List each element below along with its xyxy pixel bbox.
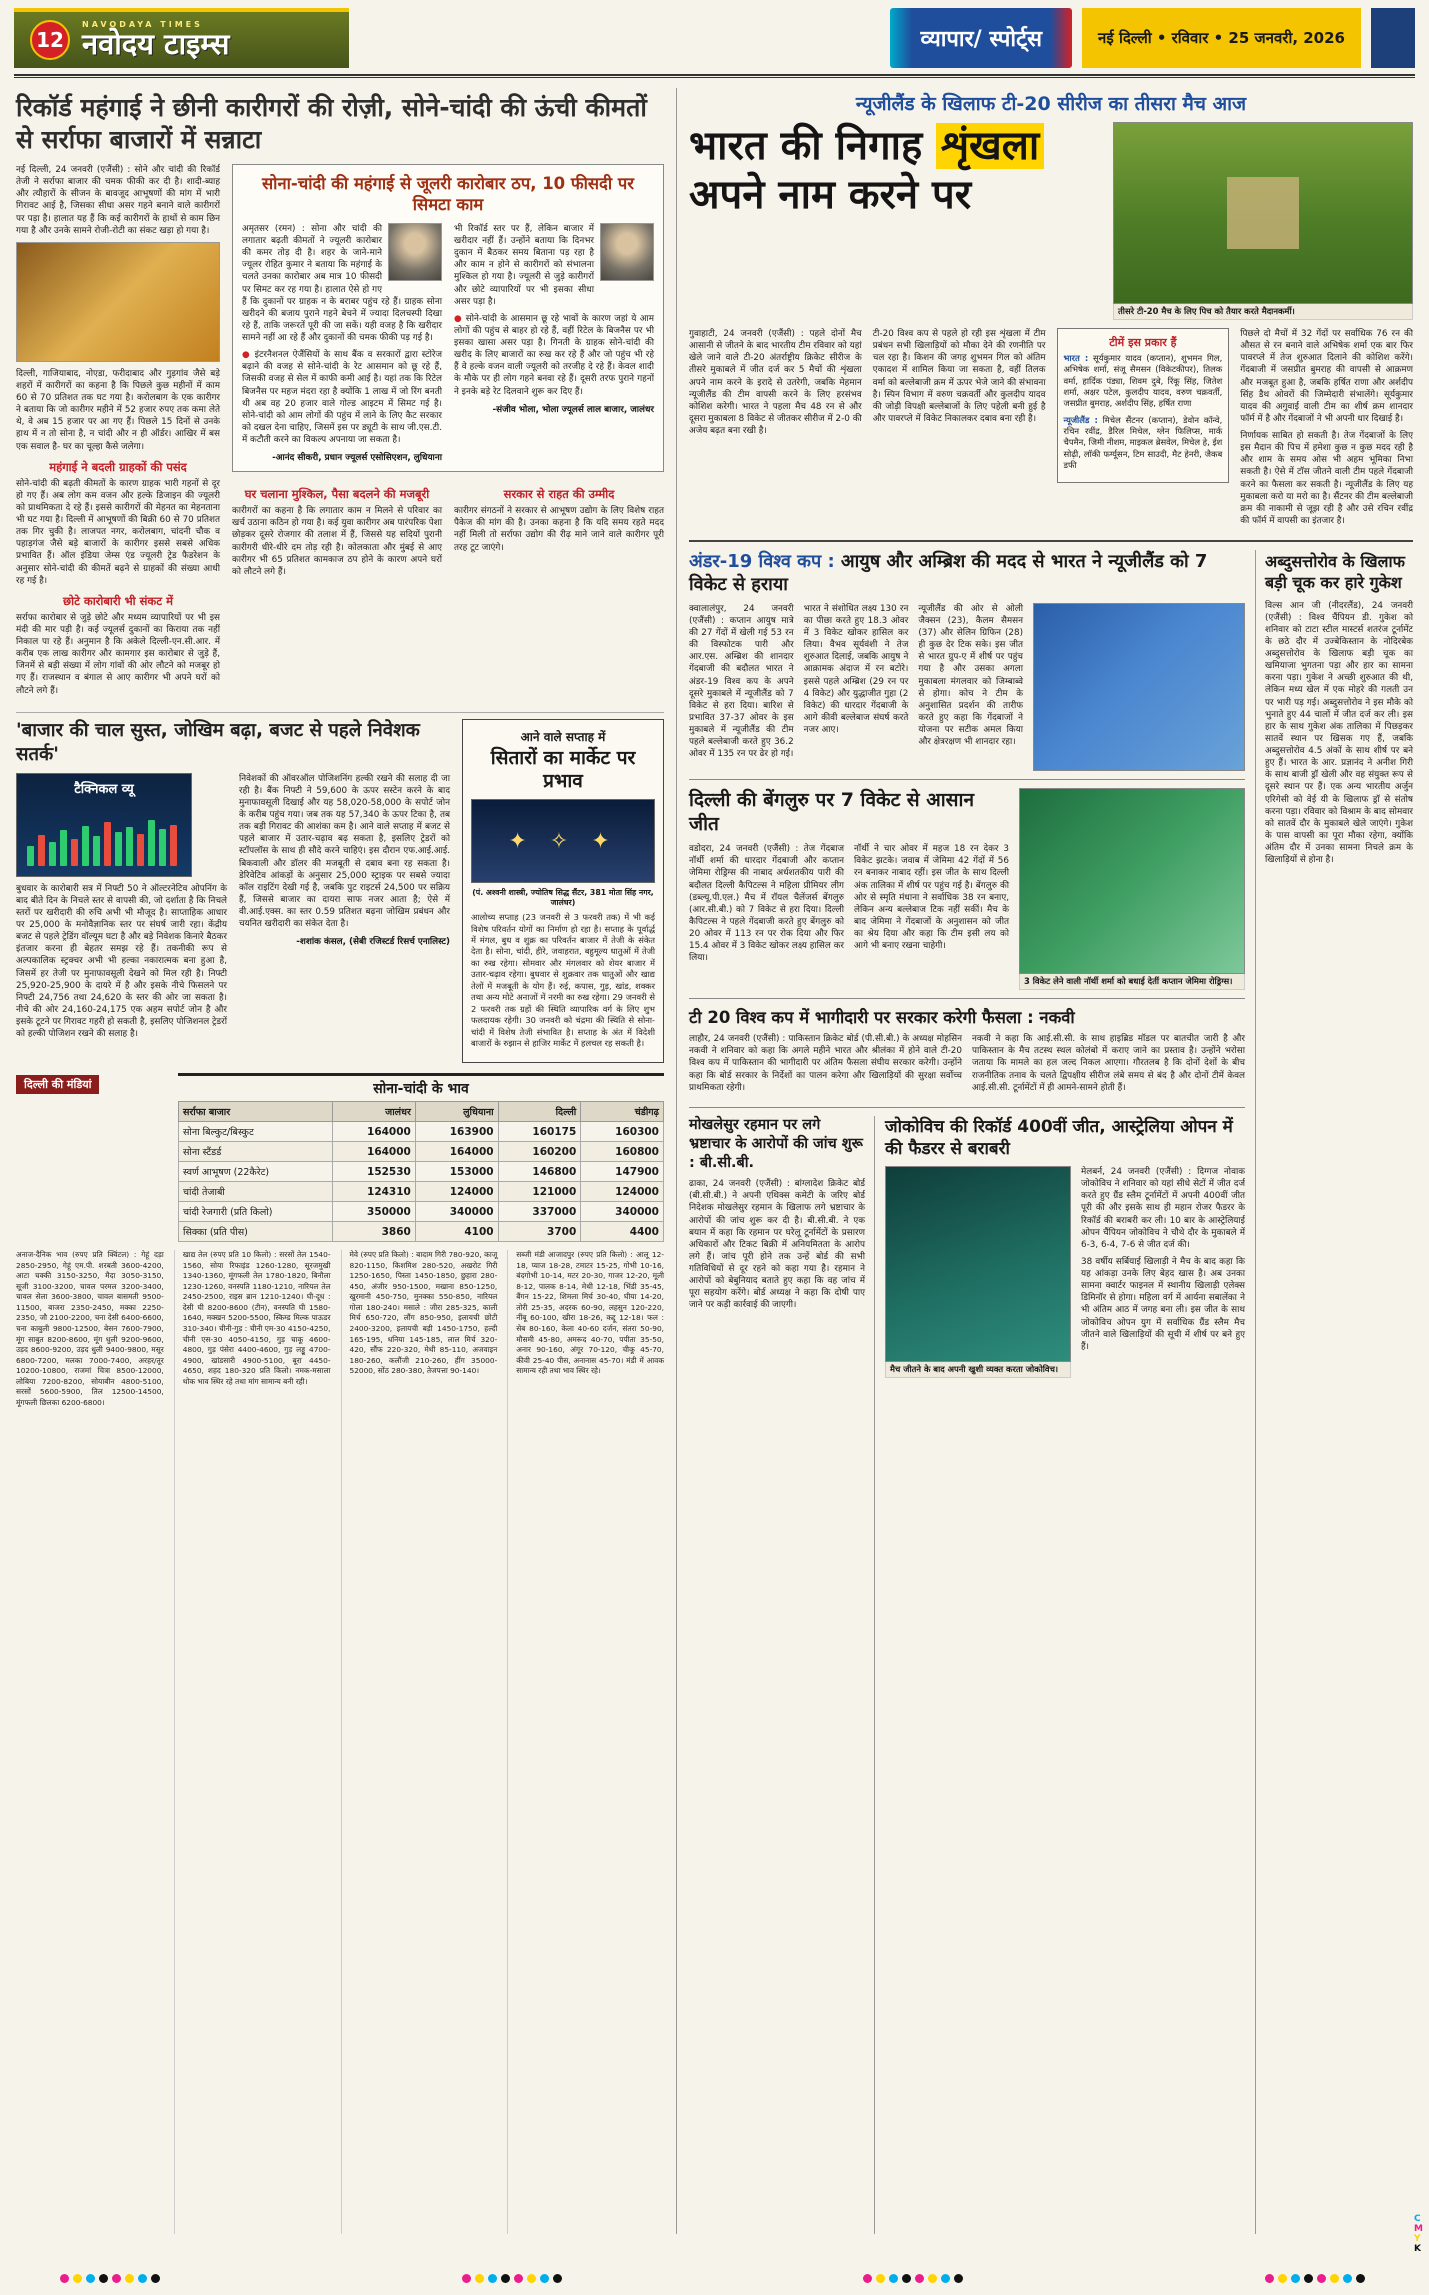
business-article-col1 bbox=[16, 164, 220, 702]
market-col2 bbox=[239, 773, 450, 1046]
wpl-photo-block bbox=[1019, 788, 1245, 990]
section-banner: व्यापार/ स्पोर्ट्स bbox=[890, 8, 1072, 68]
market-outlook-article bbox=[16, 719, 450, 1064]
team-india-players: सूर्यकुमार यादव (कप्तान), शुभमन गिल, अभिषेक शर्मा, संजू सैमसन (विकेटकीपर), तिलक वर्मा, हार्दिक पंड्या, शिवम दुबे, रिंकू सिंह, जितेश शर्मा, अक्षर पटेल, कुलदीप यादव, वरुण चक्रवर्ती, जसप्रीत बुमराह, अर्शदीप सिंह, हर्षित राणा bbox=[1063, 353, 1223, 409]
wpl-article bbox=[689, 788, 1245, 999]
below-box-row bbox=[232, 480, 664, 583]
quote-attribution: -संजीव भोला, भोला ज्यूलर्स लाल बाजार, जालंधर bbox=[492, 404, 654, 415]
article-paragraph: लाहौर, 24 जनवरी (एजैंसी) : पाकिस्तान क्रिकेट बोर्ड (पी.सी.बी.) के अध्यक्ष मोहसिन नकवी ने शनिवार को कहा कि अगले महीने भारत और श्रीलंका में होने वाले टी-20 विश्व कप में पाकिस्तान की भागीदारी पर अंतिम फैसला संघीय सरकार करेगी। उन्होंने कहा कि बोर्ड सरकार के निर्देशों का पालन करेगा और खिलाड़ियों की सुरक्षा सर्वोच्च प्राथमिकता रहेगी। bbox=[689, 1034, 962, 1093]
gold-table-body bbox=[179, 1122, 664, 1242]
gold-silver-rates bbox=[178, 1073, 664, 1242]
page-number-badge: 12 bbox=[30, 20, 70, 60]
registration-dots bbox=[863, 2268, 967, 2287]
headline-part: अपने नाम करने पर bbox=[689, 171, 972, 218]
under19-headline-lead: अंडर-19 विश्व कप : bbox=[689, 551, 835, 572]
table-row: चांदी रेजगारी (प्रति किलो) 350000 340000 337000 340000 bbox=[179, 1202, 664, 1222]
subhead-customer-preference: महंगाई ने बदली ग्राहकों की पसंद bbox=[49, 459, 187, 474]
djokovic-photo-block bbox=[885, 1166, 1071, 1378]
registration-dots bbox=[1265, 2268, 1369, 2287]
masthead bbox=[14, 8, 349, 68]
under19-headline bbox=[689, 550, 1245, 597]
naqvi-headline: टी 20 विश्व कप में भागीदारी पर सरकार करेगी फैसला : नकवी bbox=[689, 1007, 1075, 1027]
article-paragraph: बुधवार के कारोबारी सत्र में निफ्टी 50 ने ऑल्टरनेटिव ओपनिंग के बाद बीते दिन के निचले स्तर से वापसी की, जो दर्शाता है कि निचले स्तरों पर खरीदारी की रुचि अभी भी मौजूद है। साप्ताहिक आधार पर 25,000 के मनोवैज्ञानिक स्तर पर संघर्ष जारी रहा। केंद्रीय बजट से पहले ट्रेडिंग वॉल्यूम घटा है और बड़े निवेशक किनारे बैठकर इंतजार करना ही बेहतर समझ रहे हैं। तकनीकी रूप से अल्पकालिक स्ट्रक्चर अभी भी हल्का नकारात्मक बना हुआ है, जिसमें हर तेजी पर मुनाफावसूली देखने को मिल रही है। निफ्टी 25,920-25,900 के दायरे में है और इसके नीचे फिसलने पर निफ्टी 24,756 तथा 24,620 के स्तर की ओर जा सकता है। नीचे की ओर 24,160-24,175 एक अहम सपोर्ट जोन है और इसके टूटने पर गिरावट गहरी हो सकती है, इसलिए पोजिशनल ट्रेडरों को हल्की पोजिशन रखने की सलाह है। bbox=[16, 883, 227, 1040]
analyst-attribution: -शशांक कंसल, (सेबी रजिस्टर्ड रिसर्च एनालिस्ट) bbox=[296, 937, 450, 948]
relief-story bbox=[454, 480, 664, 583]
box-story-col1 bbox=[242, 223, 442, 463]
masthead-english: NAVODAYA TIMES bbox=[82, 20, 203, 30]
candlestick-chart-candles bbox=[27, 807, 181, 866]
naqvi-columns bbox=[689, 1033, 1245, 1099]
subhead-household: घर चलाना मुश्किल, पैसा बदलने की मजबूरी bbox=[244, 487, 430, 502]
article-paragraph: टी-20 विश्व कप से पहले हो रही इस शृंखला में टीम प्रबंधन सभी खिलाड़ियों को मौका देने की रणनीति पर चल रहा है। किशन की जगह शुभमन गिल को अंतिम एकादश में शामिल किया जा सकता है, वहीं तिलक वर्मा को बल्लेबाजी क्रम में ऊपर भेजे जाने की संभावना है। स्पिन विभाग में वरुण चक्रवर्ती और कुलदीप यादव की जोड़ी विपक्षी बल्लेबाजों के लिए पहेली बनी हुई है और पावरप्ले में विकेट निकालकर दबाव बना रही है। bbox=[872, 329, 1046, 424]
t20-col1 bbox=[689, 328, 862, 532]
mandi-col-oils: खाद्य तेल (रुपए प्रति 10 किलो) : सरसों तेल 1540-1560, सोया रिफाइंड 1260-1280, सूरजमुखी 1340-1360, मूंगफली तेल 1780-1820, बिनौला 1230-1260, वनस्पति 1180-1210, नारियल तेल 2450-2500, राइस ब्रान 1210-1240। घी-दूध : देसी घी 8200-8600 (टीन), वनस्पति घी 1580-1640, मक्खन 5200-5500, स्किम्ड मिल्क पाऊडर 310-340। चीनी-गुड़ : चीनी एम-30 4150-4250, चीनी एस-30 4050-4150, गुड़ चाकू 4600-4800, गुड़ पंसेरा 4400-4600, गुड़ लड्डू 4700-4900, खांडसारी 4900-5100, बूरा 4450-4650, शहद 180-320 प्रति किलो। नमक-मसाला थोक भाव स्थिर रहे तथा मांग सामान्य बनी रही। bbox=[174, 1250, 331, 2234]
t20-body-columns bbox=[689, 328, 1413, 542]
box-story-headline: सोना-चांदी की महंगाई से जूलरी कारोबार ठप, 10 फीसदी पर सिमटा काम bbox=[262, 174, 634, 215]
article-paragraph: ढाका, 24 जनवरी (एजैंसी) : बांग्लादेश क्रिकेट बोर्ड (बी.सी.बी.) ने अपनी एथिक्स कमेटी के जरिए बोर्ड निदेशक मोखलेसुर रहमान के खिलाफ लगे भ्रष्टाचार के आरोपों की जांच शुरू कर दी है। बी.सी.बी. ने एक बयान में कहा कि रहमान पर घरेलू टूर्नामेंटों के प्रसारण अधिकारों और टिकट बिक्री में अनियमितता के आरोप लगे हैं। जांच पूरी होने तक उन्हें बोर्ड की सभी गतिविधियों से दूर रहने को कहा गया है। रहमान ने आरोपों को बेबुनियाद बताते हुए कहा कि वह जांच में पूरा सहयोग करेंगे। बोर्ड अध्यक्ष ने कहा कि दोषी पाए जाने पर कड़ी कार्रवाई की जाएगी। bbox=[689, 1179, 865, 1311]
gukesh-headline: अब्दुसत्तोरोव के खिलाफ बड़ी चूक कर हारे गुकेश bbox=[1265, 552, 1405, 592]
wpl-col1 bbox=[689, 843, 844, 969]
team-nz-list bbox=[1064, 415, 1223, 472]
business-article-row bbox=[16, 164, 664, 702]
page-content bbox=[0, 84, 1429, 2234]
astrology-box bbox=[462, 719, 664, 1064]
t20-col2 bbox=[873, 328, 1046, 532]
table-row: सिक्का (प्रति पीस) 3860 4100 3700 4400 bbox=[179, 1222, 664, 1242]
article-paragraph: कारीगर संगठनों ने सरकार से आभूषण उद्योग के लिए विशेष राहत पैकेज की मांग की है। उनका कहना है कि यदि समय रहते मदद नहीं मिली तो सर्राफा उद्योग की रीढ़ माने जाने वाले कारीगर पूरी तरह टूट जाएंगे। bbox=[454, 506, 664, 553]
mandi-col-vegetables: सब्जी मंडी आजादपुर (रुपए प्रति किलो) : आलू 12-18, प्याज 18-28, टमाटर 15-25, गोभी 10-16, बंदगोभी 10-14, मटर 20-30, गाजर 12-20, मूली 8-12, पालक 8-14, मेथी 12-18, भिंडी 35-45, बैंगन 15-22, शिमला मिर्च 30-40, घीया 14-20, तोरी 25-35, अदरक 60-90, लहसुन 120-220, नींबू 60-100, खीरा 18-26, कद्दू 12-18। फल : सेब 80-160, केला 40-60 दर्जन, संतरा 50-90, मौसमी 45-80, अमरूद 40-70, पपीता 35-50, अनार 90-160, अंगूर 70-120, चीकू 45-70, कीवी 25-40 पीस, अनानास 45-70। मंडी में आवक सामान्य रही तथा भाव स्थिर रहे। bbox=[507, 1250, 664, 2234]
team-india-label: भारत : bbox=[1063, 353, 1089, 363]
under19-headline-rest: आयुष और अम्ब्रिश की मदद से भारत ने न्यूजीलैंड को 7 विकेट से हराया bbox=[689, 551, 1208, 596]
candlestick-chart-image bbox=[16, 773, 192, 877]
mandi-rates-columns bbox=[16, 1250, 664, 2234]
business-article-col2 bbox=[232, 164, 664, 702]
quote-paragraph bbox=[454, 313, 654, 398]
wpl-headline: दिल्ली की बेंगलुरु पर 7 विकेट से आसान जीत bbox=[689, 788, 974, 836]
mandi-header-col bbox=[16, 1073, 166, 1098]
jewellery-box-story bbox=[232, 164, 664, 472]
article-paragraph: भी रिकॉर्ड स्तर पर हैं, लेकिन बाजार में खरीदार नहीं हैं। उन्होंने बताया कि दिनभर दुकान में बैठकर समय बिताना पड़ रहा है और काम न होने से कारीगरों को संभालना मुश्किल हो गया है। ज्यूलरी से जुड़े कारीगरों और छोटे व्यापारियों पर भी इसका सीधा असर पड़ा है। bbox=[454, 223, 594, 307]
technical-view-label: टैक्निकल व्यू bbox=[74, 781, 134, 797]
masthead-hindi: नवोदय टाइम्स bbox=[82, 27, 230, 62]
naqvi-col1 bbox=[689, 1033, 962, 1099]
subhead-relief: सरकार से राहत की उम्मीद bbox=[503, 487, 615, 502]
naqvi-article bbox=[689, 1007, 1245, 1108]
print-footer bbox=[0, 2268, 1429, 2287]
under19-celebration-photo bbox=[1033, 603, 1245, 771]
header-end-box bbox=[1371, 8, 1415, 68]
stadium-photo-caption: तीसरे टी-20 मैच के लिए पिच को तैयार करते मैदानकर्मी। bbox=[1113, 304, 1413, 320]
quote-text: सोने-चांदी के आसमान छू रहे भावों के कारण जहां ये आम लोगों की पहुंच से बाहर हो रहे हैं, वहीं रिटेल के बिजनैस पर भी इसका खासा असर पड़ा है। गिनती के ग्राहक सोने-चांदी की खरीद के लिए बाजारों का रुख कर रहे हैं और जो पहुंच भी रहे हैं वे हल्के वजन वाली ज्यूलरी को तरजीह दे रहे हैं। केवल शादी के मौके पर ही लोग गहने बनवा रहे हैं। दूसरी तरफ पुराने गहनों ने इनके बड़े रेट दिलवाने शुरू कर दिए हैं। bbox=[454, 313, 654, 397]
header-rule bbox=[14, 74, 1415, 78]
bcb-headline: मोखलेसुर रहमान पर लगे भ्रष्टाचार के आरोपों की जांच शुरू : बी.सी.बी. bbox=[689, 1116, 863, 1172]
hardship-story bbox=[232, 480, 442, 583]
wpl-columns bbox=[689, 843, 1009, 969]
article-paragraph: भारत ने संशोधित लक्ष्य 130 रन का पीछा करते हुए 18.3 ओवर में 3 विकेट खोकर हासिल कर लिया। वैभव सूर्यवंशी ने तेज शुरुआत दिलाई, जबकि आयुष ने आक्रामक अंदाज में रन बटोरे। इससे पहले अम्ब्रिश (29 रन पर 4 विकेट) और युद्धाजीत गुहा (2 विकेट) की धारदार गेंदबाजी के आगे कीवी बल्लेबाज संघर्ष करते नजर आए। bbox=[803, 603, 909, 736]
stars-icon: ✦ ✧ ✦ bbox=[508, 828, 618, 854]
table-row: सोना बिल्कुट/बिस्कुट 164000 163900 160175 160300 bbox=[179, 1122, 664, 1142]
registration-dots bbox=[60, 2268, 164, 2287]
astro-kicker: आने वाले सप्ताह में bbox=[520, 729, 606, 744]
astro-credit: (पं. अश्वनी शास्त्री, ज्योतिष सिद्ध सैंटर, 381 मोता सिंह नगर, जालंधर) bbox=[472, 888, 654, 908]
sports-bottom-row bbox=[689, 1116, 1245, 2234]
under19-col3 bbox=[918, 603, 1023, 771]
mandi-col-grains: अनाज-दैनिक भाव (रुपए प्रति क्विंटल) : गेहूं दड़ा 2850-2950, गेहूं एम.पी. शरबती 3600-4200, आटा चक्की 3150-3250, मैदा 3050-3150, सूजी 3100-3200, चावल परमल 3200-3400, चावल सेला 3600-3800, चावल बासमती 9500-11500, बाजरा 2350-2450, मक्का 2250-2350, जौ 2100-2200, चना देसी 6400-6600, चना काबुली 9800-12500, बेसन 7600-7900, मूंग साबुत 8200-8600, मूंग धुली 9200-9600, उड़द 8600-9200, उड़द धुली 9400-9800, मसूर 6800-7200, मलका 7000-7400, अरहर/तूर 10200-10800, राजमां चित्रा 8500-12000, लोबिया 7200-8200, सोयाबीन 4800-5100, सरसों 5600-5900, तिल 12500-14500, मूंगफली छिलका 6200-6800। bbox=[16, 1250, 164, 1407]
under19-content bbox=[689, 603, 1245, 780]
djokovic-content bbox=[885, 1166, 1245, 1378]
market-col1 bbox=[16, 773, 227, 1046]
article-paragraph: नई दिल्ली, 24 जनवरी (एजैंसी) : सोने और चांदी की रिकॉर्ड तेजी ने सर्राफा बाजार की चमक फीकी कर दी है। शादी-ब्याह और त्यौहारों के सीजन के बावजूद आभूषणों की मांग में भारी गिरावट आई है, जिसका सीधा असर गहने बनाने वाले कारीगरों पर पड़ा है। हालात यह हैं कि कई कारीगरों के हाथों से काम छिन गया है और उनके सामने रोजी-रोटी का संकट खड़ा हो गया है। bbox=[16, 165, 220, 236]
t20-lead-row bbox=[689, 122, 1413, 320]
article-paragraph: अमृतसर (रमन) : सोना और चांदी की लगातार बढ़ती कीमतों ने ज्यूलरी कारोबार की कमर तोड़ दी है। शहर के जाने-माने ज्यूलर रोहित कुमार ने बताया कि महंगाई के चलते उनका कारोबार अब मात्र 10 फीसदी पर सिमट कर रह गया है। हालात ऐसे हो गए हैं कि दुकानों पर ग्राहक न के बराबर पहुंच रहे हैं। ग्राहक सोना खरीदने की बजाय पुराने गहने बेचने में ज्यादा दिलचस्पी दिखा रहे हैं, ताकि जरूरतें पूरी की जा सकें। यही वजह है कि खरीदार सामने नहीं आ रहे हैं और दुकानों की चमक फीकी पड़ गई है। bbox=[242, 223, 442, 343]
t20-col4 bbox=[1240, 328, 1413, 532]
article-paragraph: विल्स आन जी (नीदरलैंड), 24 जनवरी (एजैंसी) : विश्व चैंपियन डी. गुकेश को शनिवार को टाटा स्टील मास्टर्स शतरंज टूर्नामेंट के छठे दौर में उज्बेकिस्तान के नोदिरबेक अब्दुसत्तोरोव के खिलाफ बड़ी चूक का खमियाजा भुगतना पड़ा और हार का सामना करना पड़ा। गुकेश ने अच्छी शुरुआत की थी, लेकिन मध्य खेल में एक मोहरे की गलती उन पर भारी पड़ गई। अब्दुसत्तोरोव ने इस मौके को भुनाते हुए 44 चालों में जीत दर्ज कर ली। इस हार के साथ गुकेश अंक तालिका में पिछड़कर सातवें स्थान पर खिसक गए हैं, जबकि अब्दुसत्तोरोव 4.5 अंकों के साथ शीर्ष पर बने हुए हैं। भारत के आर. प्रज्ञानंद ने अनीश गिरी के साथ बाजी ड्रॉ खेली और वह संयुक्त रूप से दूसरे स्थान पर हैं। एक अन्य भारतीय अर्जुन एरिगेसी को वेई यी के खिलाफ ड्रॉ से संतोष करना पड़ा। रविवार को विश्राम के बाद सोमवार को सातवें दौर के मुकाबले खेले जाएंगे। गुकेश के पास वापसी का पूरा मौका रहेगा, क्योंकि अंतिम दौर में उनका सामना निचले क्रम के खिलाड़ियों से होना है। bbox=[1265, 600, 1413, 866]
article-paragraph: सर्राफा कारोबार से जुड़े छोटे और मध्यम व्यापारियों पर भी इस मंदी की मार पड़ी है। कई ज्यूलर्स दुकानों का किराया तक नहीं निकाल पा रहे हैं। अनुमान है कि अकेले दिल्ली-एन.सी.आर. में करीब एक लाख कारीगर और कामगार इस कारोबार से जुड़े हैं, जिनमें से बड़ी संख्या में लोग गांवों की ओर लौटने को मजबूर हो गए हैं। राजस्थान व बंगाल से आए कारीगर भी अपने घरों को लौटने लगे हैं। bbox=[16, 612, 220, 696]
teams-box-title: टीमें इस प्रकार हैं bbox=[1109, 336, 1177, 349]
article-paragraph: सोने-चांदी की बढ़ती कीमतों के कारण ग्राहक भारी गहनों से दूर हो गए हैं। अब लोग कम वजन और हल्के डिजाइन की ज्यूलरी को प्राथमिकता दे रहे हैं। इससे कारीगरों की मेहनत का मेहनताना भी घट गया है। दिल्ली में आभूषणों की बिक्री 60 से 70 प्रतिशत तक गिर चुकी है। लाजपत नगर, करोलबाग, चांदनी चौक व पहाड़गंज जैसे बड़े बाजारों के कारीगर इससे सबसे अधिक प्रभावित हैं। ऑल इंडिया जेम्स एंड ज्यूलरी ट्रेड फैडरेशन के अनुसार सोने-चांदी की कीमतें बढ़ने से ग्राहकों की संख्या आधी रह गई है। bbox=[16, 478, 220, 586]
rates-row bbox=[16, 1073, 664, 1242]
stadium-photo bbox=[1113, 122, 1413, 304]
table-row: चांदी तेजाबी 124310 124000 121000 124000 bbox=[179, 1182, 664, 1202]
header-spacer bbox=[359, 8, 880, 68]
article-paragraph: मेलबर्न, 24 जनवरी (एजैंसी) : दिग्गज नोवाक जोकोविच ने शनिवार को यहां सीधे सेटों में जीत दर्ज करते हुए ग्रैंड स्लैम टूर्नामेंटों में अपनी 400वीं जीत पूरी की और इसके साथ ही महान रोजर फैडरर के रिकॉर्ड की बराबरी कर ली। 10 बार के आस्ट्रेलियाई ओपन चैंपियन जोकोविच ने चौथे दौर के मुकाबले में 6-3, 6-4, 7-6 से जीत दर्ज की। bbox=[1081, 1167, 1245, 1250]
mandi-col-dryfruits: मेवे (रुपए प्रति किलो) : बादाम गिरी 780-920, काजू 820-1150, किशमिश 280-520, अखरोट गिरी 1250-1650, पिस्ता 1450-1850, छुहारा 280-450, अंजीर 950-1500, मखाना 850-1250, खुरमानी 450-750, मुनक्का 550-850, नारियल गोला 180-240। मसाले : जीरा 285-325, काली मिर्च 650-720, लौंग 850-950, इलायची छोटी 2400-3200, इलायची बड़ी 1450-1750, हल्दी 165-195, धनिया 145-185, लाल मिर्च 320-420, सौंफ 220-320, मेथी 85-110, अजवाइन 180-260, कलौंजी 210-260, हींग 35000-52000, सोंठ 280-380, तेजपत्ता 90-140। bbox=[341, 1250, 498, 2234]
wpl-col2 bbox=[854, 843, 1009, 969]
gold-table-title: सोना-चांदी के भाव bbox=[373, 1081, 469, 1098]
jeweller-portrait-photo-1 bbox=[388, 223, 442, 281]
article-paragraph: निवेशकों की ऑवरऑल पोजिशनिंग हल्की रखने की सलाह दी जा रही है। बैंक निफ्टी ने 59,600 के ऊपर सस्टेन करने के बाद मुनाफावसूली दिखाई और यह 58,020-58,000 के सपोर्ट जोन के करीब पहुंच गया। जब तक यह 57,340 के ऊपर टिका है, तब तक बड़ी गिरावट की आशंका कम है। आने वाले सप्ताह में बजट से पहले बाजार में उतार-चढ़ाव बढ़ सकता है, इसलिए ट्रेडरों को स्टॉपलॉस के साथ ही सौदे करने चाहिएं। इस दौरान एफ.आई.आई. बिकवाली और डॉलर की मजबूती से दबाव बना रह सकता है। डेरिवेटिव आंकड़ों के अनुसार 25,000 स्ट्राइक पर सबसे ज्यादा कॉल राइटिंग देखी गई है, जबकि पुट राइटर्स 24,500 पर सक्रिय हैं, जिससे बाजार का दायरा साफ नजर आता है; ऐसे में वी.आई.एक्स. का स्तर 0.59 प्रतिशत बढ़ना जोखिम प्रबंधन और चयनित खरीदारी का संकेत देता है। bbox=[239, 773, 450, 930]
masthead-text bbox=[82, 20, 230, 62]
team-india-list bbox=[1064, 353, 1223, 410]
stars-photo bbox=[471, 799, 655, 883]
article-paragraph: निर्णायक साबित हो सकती है। तेज गेंदबाजों के लिए इस मैदान की पिच में हमेशा कुछ न कुछ मदद रही है और शाम के समय ओस भी अहम भूमिका निभा सकती है। ऐसे में टॉस जीतने वाली टीम पहले गेंदबाजी करने का फैसला कर सकती है। न्यूजीलैंड के लिए यह मुकाबला करो या मरो का है। सैंटनर की टीम बल्लेबाजी क्रम की नाकामी से जूझ रही है और उसे रचिन रवींद्र की फॉर्म में वापसी का इंतजार है। bbox=[1240, 431, 1413, 526]
box-story-columns bbox=[242, 223, 654, 463]
jewelry-photo bbox=[16, 242, 220, 362]
market-headline: 'बाजार की चाल सुस्त, जोखिम बढ़ा, बजट से पहले निवेशक सतर्क' bbox=[16, 719, 420, 765]
edition-dateline: नई दिल्ली • रविवार • 25 जनवरी, 2026 bbox=[1082, 8, 1361, 68]
subhead-small-traders: छोटे कारोबारी भी संकट में bbox=[63, 593, 173, 608]
article-paragraph: गुवाहाटी, 24 जनवरी (एजैंसी) : पहले दोनों मैच आसानी से जीतने के बाद भारतीय टीम रविवार को यहां खेले जाने वाले टी-20 अंतर्राष्ट्रीय क्रिकेट सीरीज के तीसरे मुकाबले में जीत दर्ज कर 5 मैचों की शृंखला अपने नाम करने के इरादे से उतरेगी, जबकि मेहमान न्यूजीलैंड की टीम वापसी करने के लिए हरसंभव कोशिश करेगी। भारत ने पहला मैच 48 रन से और दूसरा मुकाबला 8 विकेट से जीतकर सीरीज में 2-0 की अजेय बढ़त बना रखी है। bbox=[689, 329, 862, 436]
registration-dots bbox=[462, 2268, 566, 2287]
article-paragraph: नॉर्थी ने चार ओवर में महज 18 रन देकर 3 विकेट झटके। जवाब में जेमिमा 42 गेंदों में 56 रन बनाकर नाबाद रहीं। इस जीत के साथ दिल्ली अंक तालिका में शीर्ष पर पहुंच गई है। बेंगलुरु की ओर से स्मृति मंधाना ने सर्वाधिक 38 रन बनाए, लेकिन अन्य बल्लेबाज टिक नहीं सकीं। मैच के बाद जेमिमा ने गेंदबाजों के अनुशासन को जीत का श्रेय दिया और कहा कि टीम इसी लय को आगे भी बनाए रखना चाहेगी। bbox=[854, 844, 1009, 952]
t20-kicker: न्यूजीलैंड के खिलाफ टी-20 सीरीज का तीसरा मैच आज bbox=[855, 93, 1247, 115]
business-main-headline: रिकॉर्ड महंगाई ने छीनी कारीगरों की रोज़ी, सोने-चांदी की ऊंची कीमतों से सर्राफा बाजारों में सन्नाटा bbox=[16, 93, 647, 154]
t20-col3 bbox=[1057, 328, 1230, 532]
djokovic-headline: जोकोविच की रिकॉर्ड 400वीं जीत, आस्ट्रेलिया ओपन में की फैडरर से बराबरी bbox=[885, 1116, 1233, 1159]
under19-article bbox=[689, 550, 1245, 780]
under19-col2 bbox=[804, 603, 909, 771]
wpl-photo-caption: 3 विकेट लेने वाली नॉर्थी शर्मा को बधाई देतीं कप्तान जेमिमा रोड्रिग्स। bbox=[1019, 974, 1245, 990]
market-row bbox=[16, 712, 664, 1064]
djokovic-article bbox=[885, 1116, 1245, 2234]
teams-box bbox=[1057, 328, 1230, 483]
sports-lower-main bbox=[689, 550, 1245, 2234]
astro-title: सितारों का मार्केट पर प्रभाव bbox=[490, 746, 636, 793]
article-paragraph: पिछले दो मैचों में 32 गेंदों पर सर्वाधिक 76 रन की औसत से रन बनाने वाले अभिषेक शर्मा एक बार फिर पावरप्ले में तेज शुरुआत दिलाने की कोशिश करेंगे। गेंदबाजी में जसप्रीत बुमराह की वापसी से आक्रमण और मजबूत हुआ है, जबकि हर्षित राणा और अर्शदीप सिंह डैथ ओवरों की जिम्मेदारी संभालेंगे। सूर्यकुमार यादव की अगुवाई वाली टीम का शीर्ष क्रम शानदार फॉर्म में है और गेंदबाजों ने भी अपनी धार दिखाई है। bbox=[1240, 329, 1413, 424]
stadium-photo-block bbox=[1113, 122, 1413, 320]
article-paragraph: नकवी ने कहा कि आई.सी.सी. के साथ हाइब्रिड मॉडल पर बातचीत जारी है और पाकिस्तान के मैच तटस्थ स्थल कोलंबो में कराए जाने का प्रस्ताव है। उन्होंने भरोसा जताया कि मामले का हल जल्द निकल आएगा। गौरतलब है कि दोनों देशों के बीच राजनीतिक तनाव के चलते द्विपक्षीय सीरीज लंबे समय से बंद है और दोनों टीमें केवल आई.सी.सी. टूर्नामेंटों में ही आमने-सामने होती हैं। bbox=[972, 1034, 1245, 1093]
business-section bbox=[16, 88, 664, 2234]
article-paragraph: न्यूजीलैंड की ओर से ओली जैक्सन (23), कैलम सैमसन (37) और सेलिन ग्रिफिन (28) ही कुछ देर टिक सके। इस जीत से भारत ग्रुप-ए में शीर्ष पर पहुंच गया है और उसका अगला मुकाबला मंगलवार को जिम्बाब्वे से होगा। कोच ने टीम के अनुशासित प्रदर्शन की तारीफ करते हुए कहा कि गेंदबाजों ने योजना पर सटीक अमल किया और क्षेत्ररक्षण भी शानदार रहा। bbox=[918, 603, 1024, 748]
quote-paragraph bbox=[242, 349, 442, 446]
wpl-article-left bbox=[689, 788, 1009, 990]
djokovic-photo bbox=[885, 1166, 1071, 1362]
article-paragraph: आलोच्य सप्ताह (23 जनवरी से 3 फरवरी तक) में भी कई विशेष परिवर्तन योगों का निर्माण हो रहा है। सप्ताह के पूर्वार्द्ध में मंगल, बुध व शुक्र का परिवर्तन बाजार में तेजी के संकेत देता है। सोना, चांदी, हीरे, जवाहरात, बहुमूल्य धातुओं में तेजी का रुख रहेगा। सोमवार और मंगलवार को शेयर बाजार में उतार-चढ़ाव रहेगा। बुधवार से शुक्रवार तक धातुओं और खाद्य तेलों में मजबूती के योग हैं। रुई, कपास, गुड़, खांड, शक्कर तथा अन्य मोटे अनाजों में नरमी का रुख रहेगा। 29 जनवरी से 2 फरवरी तक ग्रहों की स्थिति व्यापारिक वर्ग के लिए शुभ फलदायक रहेगी। 30 जनवरी को चंद्रमा की स्थिति से सोना-चांदी में विशेष तेजी संभावित है। सप्ताह के अंत में विदेशी बाजारों के रुझान से हाजिर मार्केट में हलचल रह सकती है। bbox=[471, 912, 655, 1048]
mandi-section-label: दिल्ली की मंडियां bbox=[16, 1075, 99, 1094]
naqvi-col2 bbox=[972, 1033, 1245, 1099]
headline-part: भारत की निगाह bbox=[689, 123, 937, 169]
bullet-icon: ● bbox=[242, 350, 251, 361]
gold-table-header: सर्राफा बाजार जालंधर लुधियाना दिल्ली चंडीगढ़ bbox=[179, 1102, 664, 1122]
market-columns bbox=[16, 773, 450, 1046]
article-paragraph: वडोदरा, 24 जनवरी (एजैंसी) : तेज गेंदबाज नॉर्थी शर्मा की धारदार गेंदबाजी और कप्तान जेमिमा रोड्रिग्स की नाबाद अर्धशतकीय पारी की बदौलत दिल्ली कैपिटल्स ने महिला प्रीमियर लीग (डब्ल्यू.पी.एल.) मैच में रॉयल चैलेंजर्स बेंगलुरु (आर.सी.बी.) को 7 विकेट से हरा दिया। दिल्ली कैपिटल्स ने पहले गेंदबाजी करते हुए बेंगलुरु को 20 ओवर में 113 रन पर रोक दिया और फिर 15.4 ओवर में 3 विकेट खोकर लक्ष्य हासिल कर लिया। bbox=[689, 844, 844, 964]
article-paragraph: 38 वर्षीय सर्बियाई खिलाड़ी ने मैच के बाद कहा कि यह आंकड़ा उनके लिए बेहद खास है। अब उनका सामना क्वार्टर फाइनल में स्थानीय खिलाड़ी एलेक्स डिमिनॉर से होगा। महिला वर्ग में आर्यना सबालेंका ने भी अंतिम आठ में जगह बना ली। इस जीत के साथ जोकोविच ओपन युग में सर्वाधिक ग्रैंड स्लैम मैच जीतने वाले खिलाड़ियों की सूची में शीर्ष पर बने हुए हैं। bbox=[1081, 1256, 1245, 1352]
page-header bbox=[14, 8, 1415, 68]
table-row: स्वर्ण आभूषण (22कैरेट) 152530 153000 146800 147900 bbox=[179, 1162, 664, 1182]
djokovic-photo-caption: मैच जीतने के बाद अपनी खुशी व्यक्त करता जोकोविच। bbox=[885, 1362, 1071, 1378]
under19-col1 bbox=[689, 603, 794, 771]
table-row: सोना स्टैंडर्ड 164000 164000 160200 160800 bbox=[179, 1142, 664, 1162]
bcb-article bbox=[689, 1116, 875, 2234]
cmyk-strip: C M Y K bbox=[1414, 2214, 1423, 2255]
sports-lower-row bbox=[689, 550, 1413, 2234]
quote-text: इंटरनैशनल ऐजैंसियों के साथ बैंक व सरकारों द्वारा स्टोरेज बढ़ाने की वजह से सोने-चांदी के रेट आसमान को छू रहे हैं, जिसकी वजह से सेल में काफी कमी आई है। यहां तक कि रिटेल बिजनैस पर महज मंदरा रहा है क्योंकि 1 लाख में जो रिंग बनती थी अब वह 20 हजार वाले गोल्ड आइटम में सिमट गई है। सोने-चांदी को आम लोगों की पहुंच में लाने के लिए कैट सरकार को दखल देना चाहिए, जिसमें इस पर ड्यूटी के साथ जी.एस.टी. में कटौती करने का विकल्प अपनाया जा सकता है। bbox=[242, 350, 442, 445]
gold-rates-table bbox=[178, 1101, 664, 1242]
article-paragraph: कारीगरों का कहना है कि लगातार काम न मिलने से परिवार का खर्च उठाना कठिन हो गया है। कई युवा कारीगर अब पारंपरिक पेशा छोड़कर दूसरे रोजगार की तलाश में हैं, जिससे यह सदियों पुरानी कारीगरी धीरे-धीरे दम तोड़ रही है। कोलकाता और मुंबई से आए कारीगर भी 65 प्रतिशत कामकाज ठप होने के कारण अपने घरों को लौटने लगे हैं। bbox=[232, 506, 442, 577]
jeweller-portrait-photo-2 bbox=[600, 223, 654, 281]
sports-section bbox=[676, 88, 1413, 2234]
bullet-icon: ● bbox=[454, 313, 463, 324]
headline-highlight: शृंखला bbox=[936, 123, 1044, 169]
article-paragraph: क्वालालंपुर, 24 जनवरी (एजैंसी) : कप्तान आयुष मात्रे की 27 गेंदों में खेली गई 53 रन की विस्फोटक पारी और आर.एस. अम्ब्रिश की शानदार गेंदबाजी की बदौलत भारत ने अंडर-19 विश्व कप के अपने दूसरे मुकाबले में न्यूजीलैंड को 7 विकेट से हरा दिया। बारिश से प्रभावित 37-37 ओवर के इस मुकाबले में न्यूजीलैंड की टीम पहले बल्लेबाजी करते हुए 36.2 ओवर में 135 रन पर ढेर हो गई। bbox=[689, 603, 794, 760]
wpl-players-photo bbox=[1019, 788, 1245, 974]
team-nz-players: मिचेल सैंटनर (कप्तान), डेवोन कॉन्वे, रचिन रवींद्र, डैरिल मिचेल, ग्लेन फिलिप्स, मार्क चैपमैन, जिमी नीशम, माइकल ब्रेसवेल, मिचेल हे, ईश सोढ़ी, लॉकी फर्ग्यूसन, टिम साउदी, मैट हेनरी, जैकब डफी bbox=[1063, 414, 1223, 471]
quote-attribution: -आनंद सीकरी, प्रधान ज्यूलर्स एसोसिएशन, लुधियाना bbox=[272, 453, 442, 464]
team-nz-label: न्यूजीलैंड : bbox=[1063, 414, 1098, 425]
article-paragraph: दिल्ली, गाजियाबाद, नोएडा, फरीदाबाद और गुड़गांव जैसे बड़े शहरों में कारीगरों का कहना है कि पिछले कुछ महीनों में काम 60 से 70 प्रतिशत तक घट गया है। करोलबाग के एक कारीगर ने बताया कि जो कारीगर महीने में 52 हजार रुपए तक कमा लेते थे, वे अब 15 हजार पर आ गए हैं। पिछले 15 दिनों से उनके हाथ में न तो सोना है, न चांदी और न ही ऑर्डर। आखिर में बस एक सवाल है- घर का चूल्हा कैसे जलेगा। bbox=[16, 368, 220, 452]
t20-main-headline bbox=[689, 122, 1101, 320]
box-story-col2 bbox=[454, 223, 654, 463]
gukesh-article bbox=[1255, 550, 1413, 2234]
djokovic-text bbox=[1081, 1166, 1245, 1378]
